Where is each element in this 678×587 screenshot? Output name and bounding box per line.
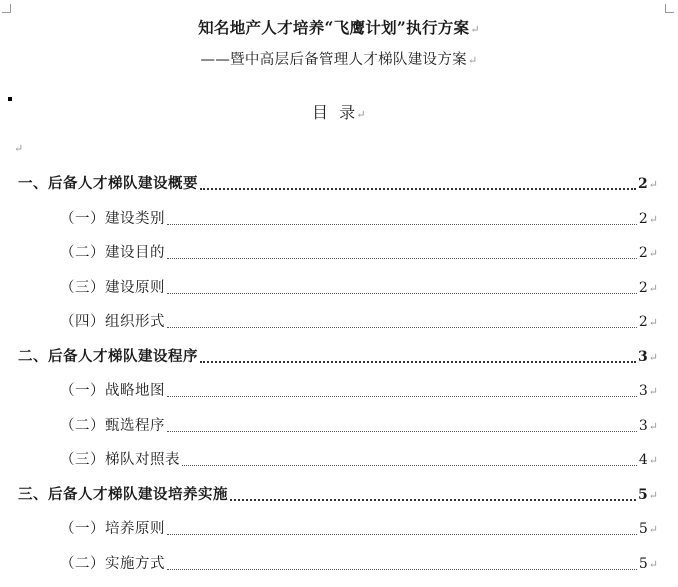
toc-entry-text[interactable]: （二）实施方式 — [60, 555, 165, 572]
toc-page-number-text: 3 — [638, 417, 648, 434]
toc-entry[interactable] — [60, 446, 658, 474]
toc-page-number — [638, 343, 658, 372]
toc-entry[interactable] — [60, 308, 658, 336]
toc-page-number-text: 3 — [638, 383, 648, 399]
toc-entry-text[interactable]: 二、后备人才梯队建设程序 — [18, 347, 198, 365]
toc-page-number — [639, 205, 658, 234]
toc-entry-text[interactable]: （四）组织形式 — [60, 314, 165, 330]
toc-page-number-text: 5 — [638, 486, 648, 503]
toc-page-number — [639, 412, 658, 441]
toc-page-number-text: 3 — [638, 348, 648, 365]
toc-leader-dots — [167, 258, 637, 259]
toc-page-number — [639, 274, 658, 303]
toc-page-number — [638, 481, 658, 510]
toc-leader-dots — [167, 293, 637, 294]
document-subtitle-text: ——暨中高层后备管理人才梯队建设方案 — [200, 52, 467, 68]
toc-entry-text[interactable]: （三）建设原则 — [60, 279, 165, 296]
paragraph-mark: ↵ — [648, 247, 658, 260]
toc-leader-dots — [167, 534, 637, 535]
toc-page-number — [639, 550, 658, 579]
toc-entry-text[interactable]: （二）建设目的 — [60, 245, 165, 261]
paragraph-mark: ↵ — [470, 23, 480, 36]
toc-leader-dots — [200, 188, 636, 190]
toc-entry[interactable] — [60, 205, 658, 233]
toc-page-number-text: 5 — [638, 555, 648, 572]
toc-leader-dots — [230, 499, 636, 501]
paragraph-mark: ↵ — [356, 108, 366, 121]
toc-page-number-text: 2 — [638, 279, 648, 296]
paragraph-mark: ↵ — [648, 350, 658, 364]
toc-page-number-text: 4 — [638, 452, 648, 468]
toc-entry[interactable] — [60, 550, 658, 578]
document-title — [0, 16, 678, 38]
toc-page-number-text: 2 — [638, 245, 648, 261]
toc-entry[interactable] — [60, 274, 658, 302]
toc-page-number — [639, 308, 658, 337]
toc-entry[interactable] — [60, 412, 658, 440]
toc-entry[interactable] — [60, 239, 658, 267]
paragraph-mark: ↵ — [648, 281, 658, 295]
toc-entry-text[interactable]: （一）培养原则 — [60, 521, 165, 537]
toc-entry-text[interactable]: 一、后备人才梯队建设概要 — [18, 175, 198, 192]
toc-leader-dots — [167, 224, 637, 225]
toc-leader-dots — [167, 396, 637, 397]
paragraph-mark: ↵ — [648, 419, 658, 433]
paragraph-mark: ↵ — [648, 385, 658, 398]
toc-entry-text[interactable]: （一）建设类别 — [60, 210, 165, 227]
document-subtitle — [0, 48, 678, 69]
toc-page-number — [639, 515, 658, 544]
toc-heading — [0, 100, 678, 123]
toc-page-number — [638, 170, 658, 199]
toc-leader-dots — [200, 361, 636, 363]
toc-page-number-text: 2 — [638, 176, 648, 192]
toc-page-number — [639, 446, 658, 475]
paragraph-mark: ↵ — [648, 523, 658, 536]
toc-entry[interactable] — [60, 515, 658, 543]
document-title-text: 知名地产人才培养“飞鹰计划”执行方案 — [198, 18, 470, 37]
toc-entry-text[interactable]: （三）梯队对照表 — [60, 452, 180, 468]
page-corner-mark-left — [2, 4, 11, 13]
toc-entry[interactable] — [18, 481, 658, 509]
toc-entry-text[interactable]: 三、后备人才梯队建设培养实施 — [18, 485, 228, 503]
paragraph-mark: ↵ — [648, 454, 658, 467]
toc-entry[interactable] — [18, 170, 658, 198]
toc-page-number — [639, 377, 658, 406]
toc-leader-dots — [167, 327, 637, 328]
paragraph-mark: ↵ — [648, 488, 658, 502]
toc-entry[interactable] — [60, 377, 658, 405]
toc-page-number-text: 5 — [638, 521, 648, 537]
paragraph-mark: ↵ — [648, 557, 658, 571]
toc-leader-dots — [167, 431, 637, 432]
toc-entry-text[interactable]: （二）甄选程序 — [60, 417, 165, 434]
toc-page-number — [639, 239, 658, 268]
paragraph-mark: ↵ — [648, 212, 658, 226]
empty-paragraph-mark: ↵ — [14, 142, 24, 155]
toc-entry[interactable] — [18, 343, 658, 371]
toc-entry-text[interactable]: （一）战略地图 — [60, 383, 165, 399]
toc-heading-text: 目 录 — [312, 103, 356, 122]
paragraph-mark: ↵ — [648, 316, 658, 329]
paragraph-mark: ↵ — [467, 54, 478, 67]
toc-page-number-text: 2 — [638, 314, 648, 330]
toc-leader-dots — [167, 569, 637, 570]
paragraph-mark: ↵ — [648, 178, 658, 191]
page-corner-mark-right — [665, 4, 674, 13]
toc-leader-dots — [182, 465, 637, 466]
toc-page-number-text: 2 — [638, 210, 648, 227]
